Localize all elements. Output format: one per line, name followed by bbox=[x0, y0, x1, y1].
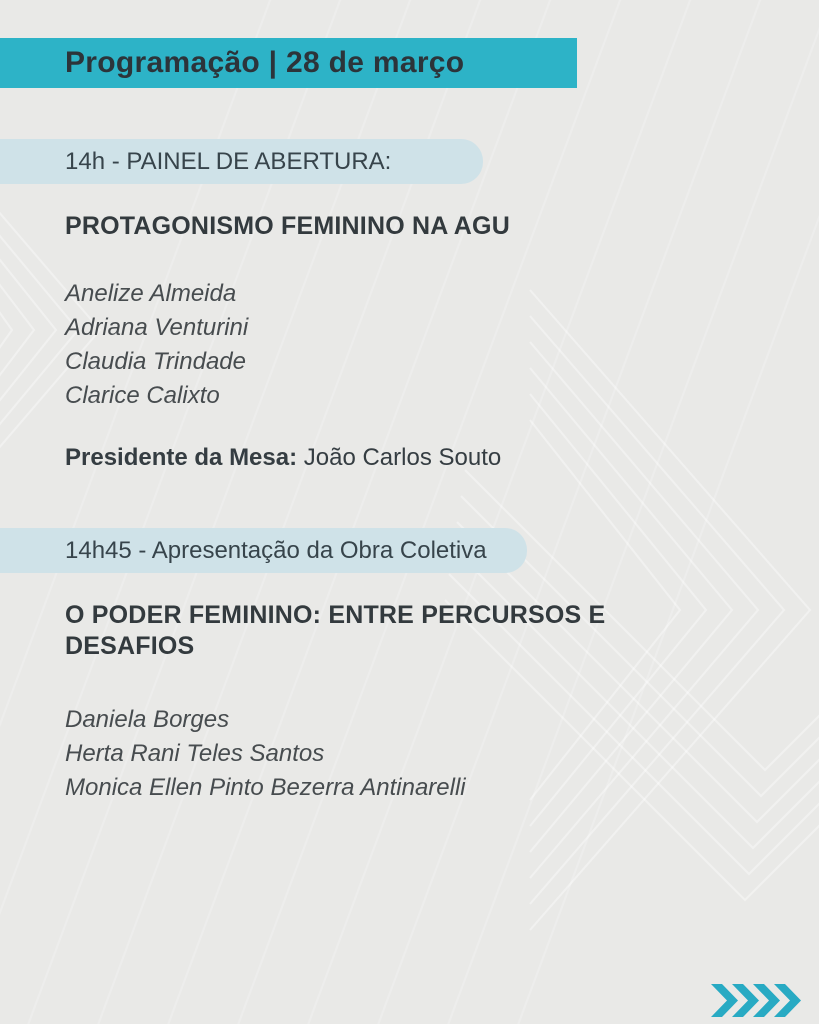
session-1-title: PROTAGONISMO FEMININO NA AGU bbox=[65, 212, 510, 240]
session-1-time-label: 14h - PAINEL DE ABERTURA: bbox=[65, 147, 392, 175]
speaker-name: Anelize Almeida bbox=[65, 280, 237, 307]
speaker-name: Clarice Calixto bbox=[65, 382, 220, 409]
speaker-name: Herta Rani Teles Santos bbox=[65, 740, 325, 767]
chair-label: Presidente da Mesa: bbox=[65, 444, 298, 471]
speaker-name: Adriana Venturini bbox=[65, 314, 249, 341]
title-bar bbox=[0, 38, 577, 88]
session-2-time-label: 14h45 - Apresentação da Obra Coletiva bbox=[65, 536, 487, 564]
session-2-time-pill bbox=[0, 528, 527, 573]
next-chevrons-icon bbox=[711, 984, 801, 1017]
speaker-name: Monica Ellen Pinto Bezerra Antinarelli bbox=[65, 774, 466, 801]
session-2-speakers bbox=[65, 703, 466, 805]
session-2-title: O PODER FEMININO: ENTRE PERCURSOS E DESAFIOS bbox=[65, 601, 606, 660]
speaker-name: Daniela Borges bbox=[65, 706, 230, 733]
page-title: Programação | 28 de março bbox=[65, 46, 465, 79]
session-1-chair bbox=[65, 444, 501, 472]
session-1-time-pill bbox=[0, 139, 483, 184]
chair-name: João Carlos Souto bbox=[303, 444, 502, 471]
session-1-speakers bbox=[65, 277, 248, 413]
speaker-name: Claudia Trindade bbox=[65, 348, 246, 375]
